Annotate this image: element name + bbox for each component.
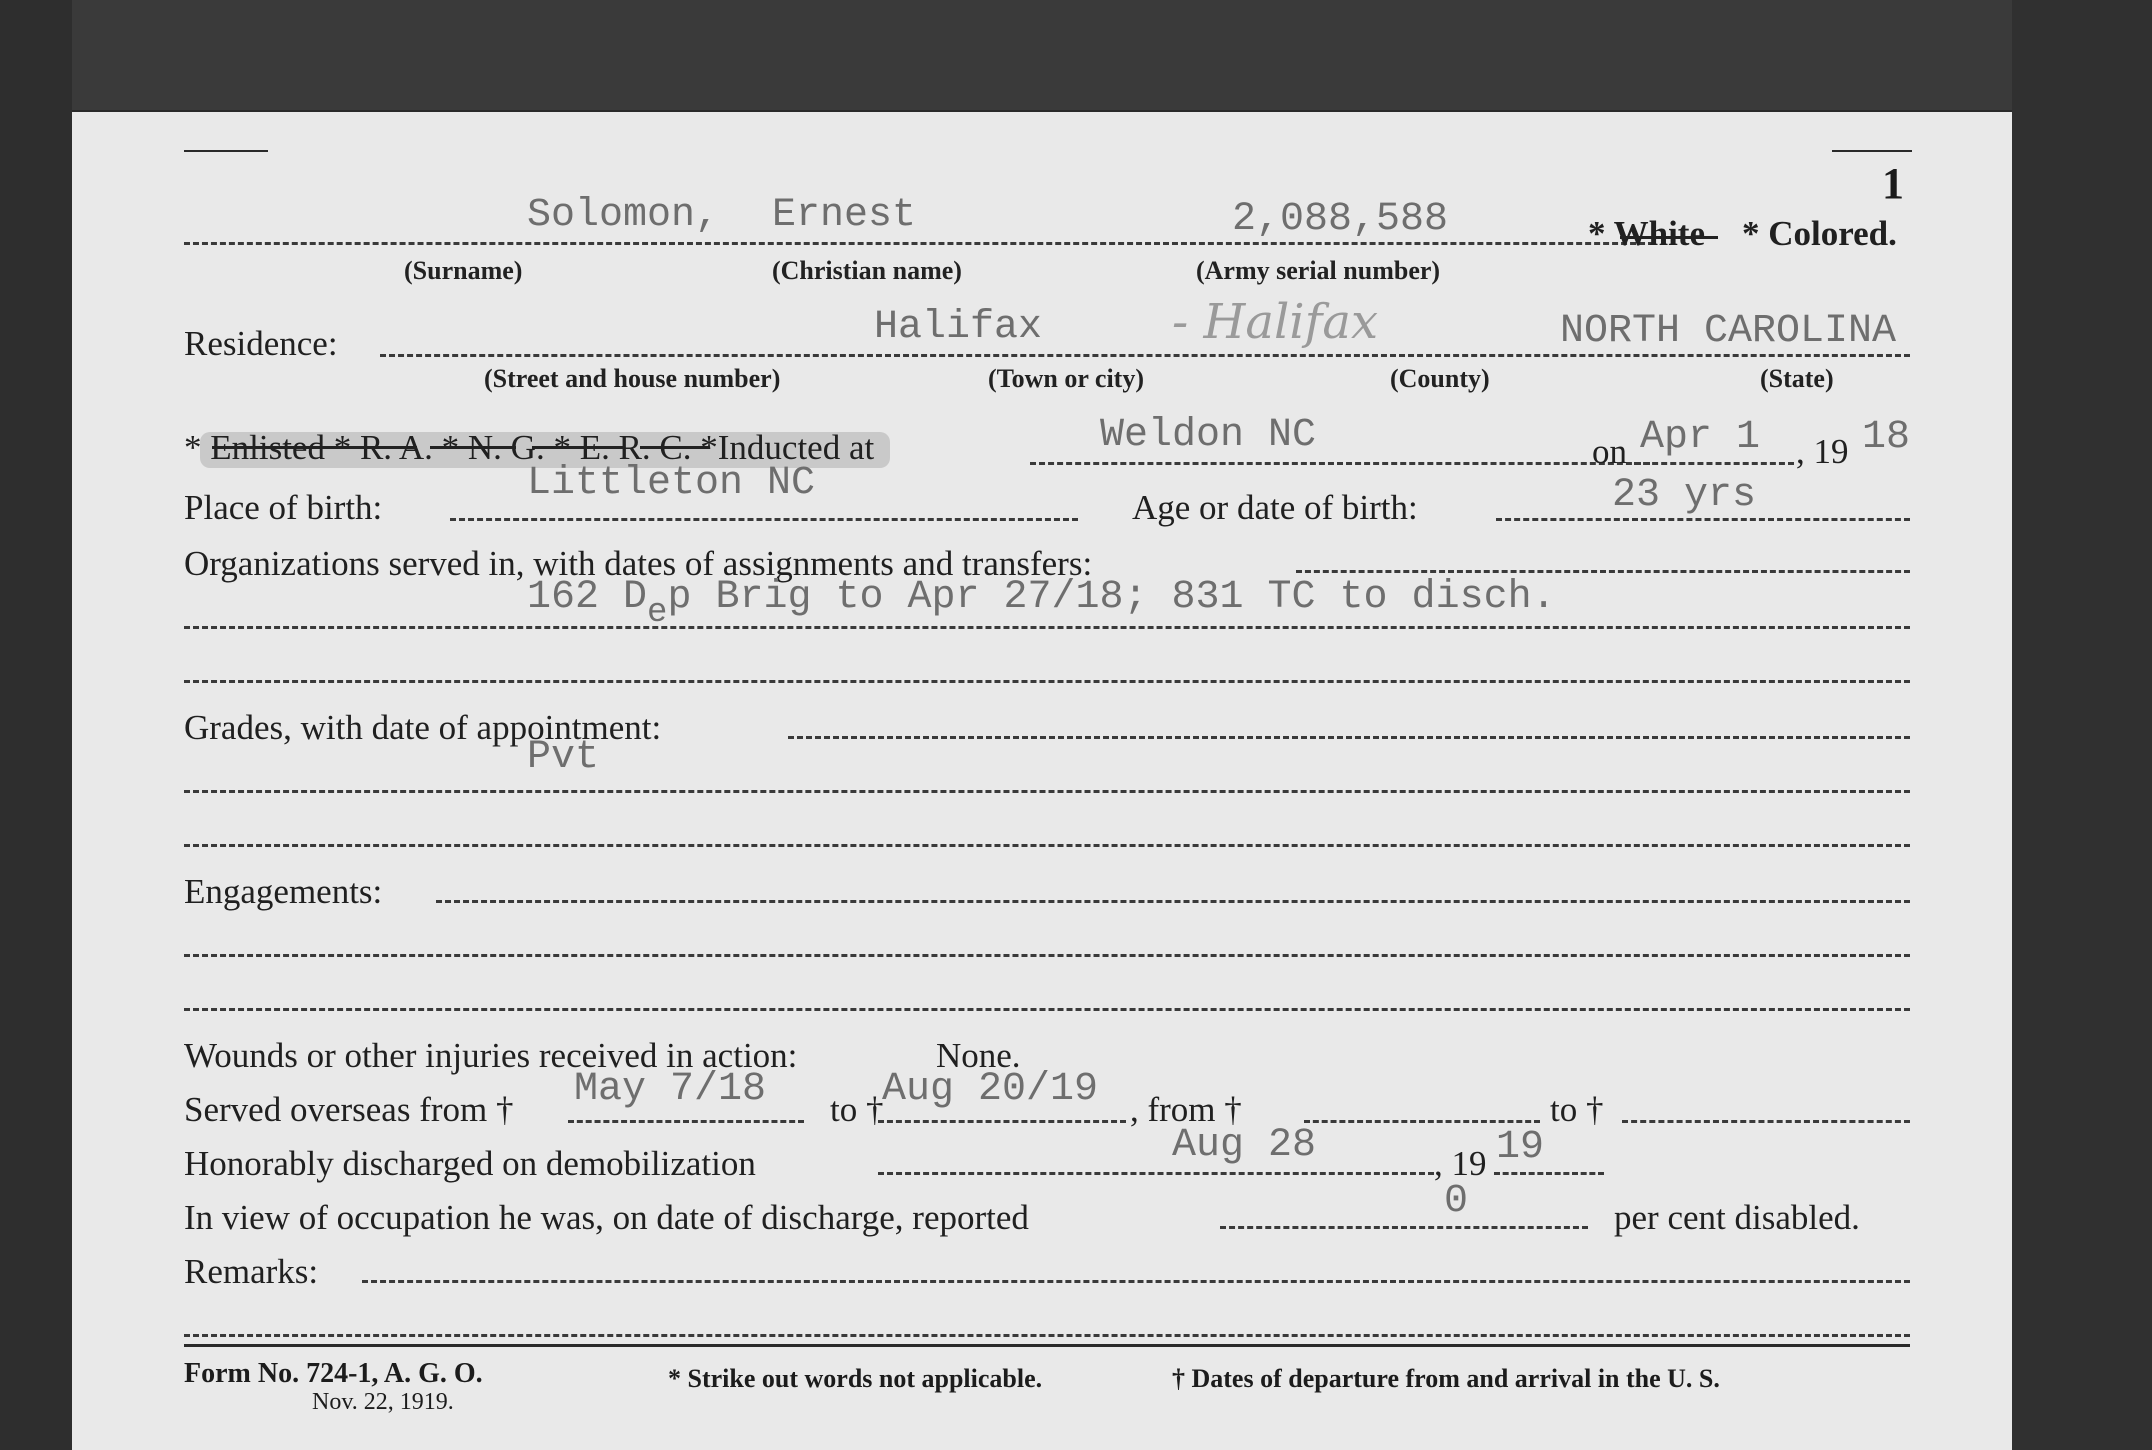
footnote-strike-out: * Strike out words not applicable. [668,1364,1043,1393]
induction-year-value: 18 [1862,415,1911,460]
organizations-line-3 [184,680,1910,683]
induction-on-label: on [1592,432,1627,471]
overseas-from2-label: , from † [1130,1090,1242,1129]
overseas-to-line [878,1120,1126,1123]
residence-line [380,354,1910,357]
disability-line [1220,1226,1588,1229]
grades-value: Pvt [527,735,600,780]
residence-label: Residence: [184,324,338,363]
town-header: (Town or city) [988,364,1144,393]
discharge-label: Honorably discharged on demobilization [184,1144,756,1183]
remarks-line-2 [184,1334,1910,1337]
discharge-date-line [878,1172,1434,1175]
grades-line-2 [184,790,1910,793]
organizations-label: Organizations served in, with dates of assignments and transfers: [184,544,1093,583]
age-label: Age or date of birth: [1132,488,1418,527]
induction-date-value: Apr 1 [1640,415,1761,460]
disability-suffix: per cent disabled. [1614,1198,1860,1237]
disability-value: 0 [1444,1179,1469,1224]
engagements-line-3 [184,1008,1910,1011]
engagements-line-1 [436,900,1910,903]
organizations-line-2 [184,626,1910,629]
overseas-to2-label: to † [1550,1090,1604,1129]
age-line [1496,518,1910,521]
top-left-rule [184,150,268,152]
race-colored: * Colored. [1742,214,1897,253]
ra-strike [430,446,516,449]
service-record-card [72,112,2012,1450]
induction-prefix: * Enlisted * R. A. * N. G. * E. R. C. *Inducted at [184,428,875,467]
footer-rule [184,1344,1910,1347]
place-of-birth-label: Place of birth: [184,488,383,527]
scanner-background-left [0,0,72,1450]
surname-value: Solomon, [527,193,720,238]
christian-name-value: Ernest [772,193,917,238]
grades-line-3 [184,844,1910,847]
remarks-label: Remarks: [184,1252,319,1291]
state-header: (State) [1760,364,1834,393]
induction-place-line [1030,462,1650,465]
enlisted-strike [212,446,417,449]
organizations-value: 162 $D_ep$ Brig to Apr 27/18; 831 TC to disch. [527,575,1556,632]
engagements-label: Engagements: [184,872,383,911]
grades-line-1 [788,736,1910,739]
grades-label: Grades, with date of appointment: [184,708,662,747]
overseas-to-value: Aug 20/19 [882,1067,1099,1112]
overseas-label: Served overseas from † [184,1090,514,1129]
ng-strike [532,446,624,449]
serial-number-value: 2,088,588 [1232,197,1449,242]
place-of-birth-value: Littleton NC [527,461,816,506]
engagements-line-2 [184,954,1910,957]
footnote-dates: † Dates of departure from and arrival in the U. S. [1172,1364,1720,1393]
christian-name-header: (Christian name) [772,256,962,285]
induction-date-line [1634,462,1794,465]
place-of-birth-line [450,518,1078,521]
disability-label: In view of occupation he was, on date of discharge, reported [184,1198,1029,1237]
form-date: Nov. 22, 1919. [312,1389,454,1415]
overseas-from2-line [1304,1120,1540,1123]
remarks-line-1 [362,1280,1910,1283]
discharge-year-value: 19 [1496,1125,1545,1170]
organizations-line-1 [1296,570,1910,573]
er-strike [640,446,710,449]
discharge-year-prefix: , 19 [1434,1144,1487,1183]
top-right-rule [1832,150,1912,152]
name-line [184,242,1654,245]
card-number: 1 [1882,159,1904,208]
serial-number-header: (Army serial number) [1196,256,1441,285]
race-white-strike [1620,236,1718,239]
discharge-year-line [1494,1172,1604,1175]
form-number: Form No. 724-1, A. G. O. [184,1358,483,1389]
street-header: (Street and house number) [484,364,781,393]
overseas-to2-line [1622,1120,1910,1123]
race-white: * White [1588,214,1705,253]
scanner-background-top [0,0,2152,110]
residence-town-value: Halifax [874,305,1043,350]
surname-header: (Surname) [404,256,523,285]
induction-year-prefix: , 19 [1796,432,1849,471]
wounds-value: None. [936,1036,1021,1075]
county-header: (County) [1390,364,1490,393]
overseas-from-line [568,1120,804,1123]
scanner-background-right [2012,0,2152,1450]
residence-state-value: NORTH CAROLINA [1560,309,1897,354]
wounds-label: Wounds or other injuries received in action: [184,1036,798,1075]
induction-place-value: Weldon NC [1100,413,1317,458]
age-value: 23 yrs [1612,473,1757,518]
overseas-from-value: May 7/18 [574,1067,767,1112]
discharge-date-value: Aug 28 [1172,1123,1317,1168]
overseas-to-label: to † [830,1090,884,1129]
residence-county-handwritten: - Halifax [1172,294,1379,350]
